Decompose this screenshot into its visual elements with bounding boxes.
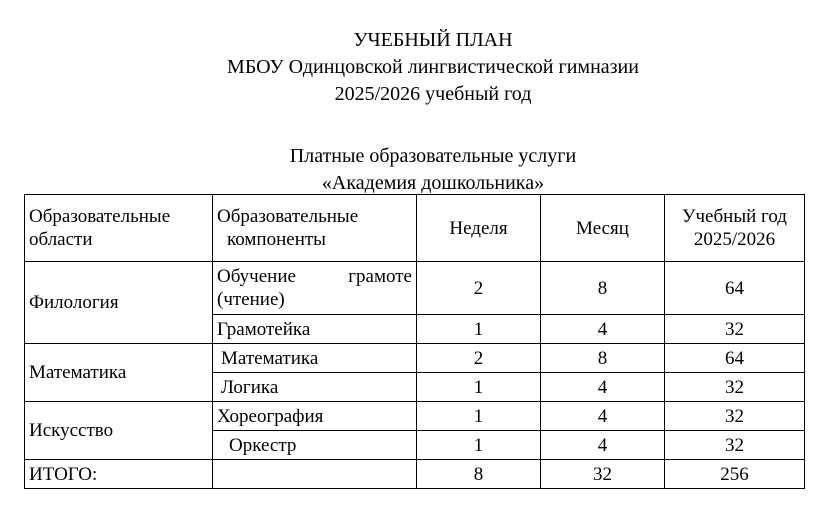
document-title: УЧЕБНЫЙ ПЛАН xyxy=(353,29,513,51)
component-cell: Обучение грамоте (чтение) xyxy=(213,262,417,315)
header-component xyxy=(213,195,417,262)
year-cell: 32 xyxy=(665,431,805,460)
table-header-row xyxy=(25,195,805,262)
school-name: МБОУ Одинцовской лингвистической гимназии xyxy=(227,56,639,78)
header-area-line2: области xyxy=(29,229,93,250)
area-cell: Математика xyxy=(25,344,213,402)
month-cell: 4 xyxy=(541,431,665,460)
header-month: Месяц xyxy=(541,195,665,262)
document-subheader xyxy=(0,143,831,197)
header-year xyxy=(665,195,805,262)
month-cell: 4 xyxy=(541,373,665,402)
total-component-cell xyxy=(213,460,417,489)
component-cell: Логика xyxy=(213,373,417,402)
week-cell: 1 xyxy=(417,315,541,344)
academic-year: 2025/2026 учебный год xyxy=(334,83,532,105)
curriculum-table xyxy=(24,194,805,489)
table-row xyxy=(25,344,805,373)
area-cell: Искусство xyxy=(25,402,213,460)
year-cell: 64 xyxy=(665,344,805,373)
year-cell: 32 xyxy=(665,373,805,402)
total-label: ИТОГО: xyxy=(25,460,213,489)
month-cell: 4 xyxy=(541,402,665,431)
header-area-line1: Образовательные xyxy=(29,206,171,227)
month-cell: 4 xyxy=(541,315,665,344)
month-cell: 8 xyxy=(541,262,665,315)
table-row xyxy=(25,402,805,431)
component-cell: Математика xyxy=(213,344,417,373)
component-cell: Оркестр xyxy=(213,431,417,460)
component-cell: Грамотейка xyxy=(213,315,417,344)
area-cell: Филология xyxy=(25,262,213,344)
component-cell: Хореография xyxy=(213,402,417,431)
header-week: Неделя xyxy=(417,195,541,262)
table-row xyxy=(25,262,805,315)
week-cell: 1 xyxy=(417,402,541,431)
header-component-line1: Образовательные xyxy=(217,206,359,227)
total-year: 256 xyxy=(665,460,805,489)
week-cell: 1 xyxy=(417,431,541,460)
month-cell: 8 xyxy=(541,344,665,373)
services-title: Платные образовательные услуги xyxy=(289,145,577,167)
header-year-line1: Учебный год xyxy=(682,206,787,227)
year-cell: 32 xyxy=(665,315,805,344)
week-cell: 1 xyxy=(417,373,541,402)
header-area xyxy=(25,195,213,262)
total-week: 8 xyxy=(417,460,541,489)
week-cell: 2 xyxy=(417,344,541,373)
year-cell: 32 xyxy=(665,402,805,431)
document-header xyxy=(0,27,831,108)
week-cell: 2 xyxy=(417,262,541,315)
total-row xyxy=(25,460,805,489)
header-component-line2: компоненты xyxy=(227,229,326,250)
total-month: 32 xyxy=(541,460,665,489)
header-year-line2: 2025/2026 xyxy=(693,229,776,250)
year-cell: 64 xyxy=(665,262,805,315)
program-name: «Академия дошкольника» xyxy=(321,172,545,194)
